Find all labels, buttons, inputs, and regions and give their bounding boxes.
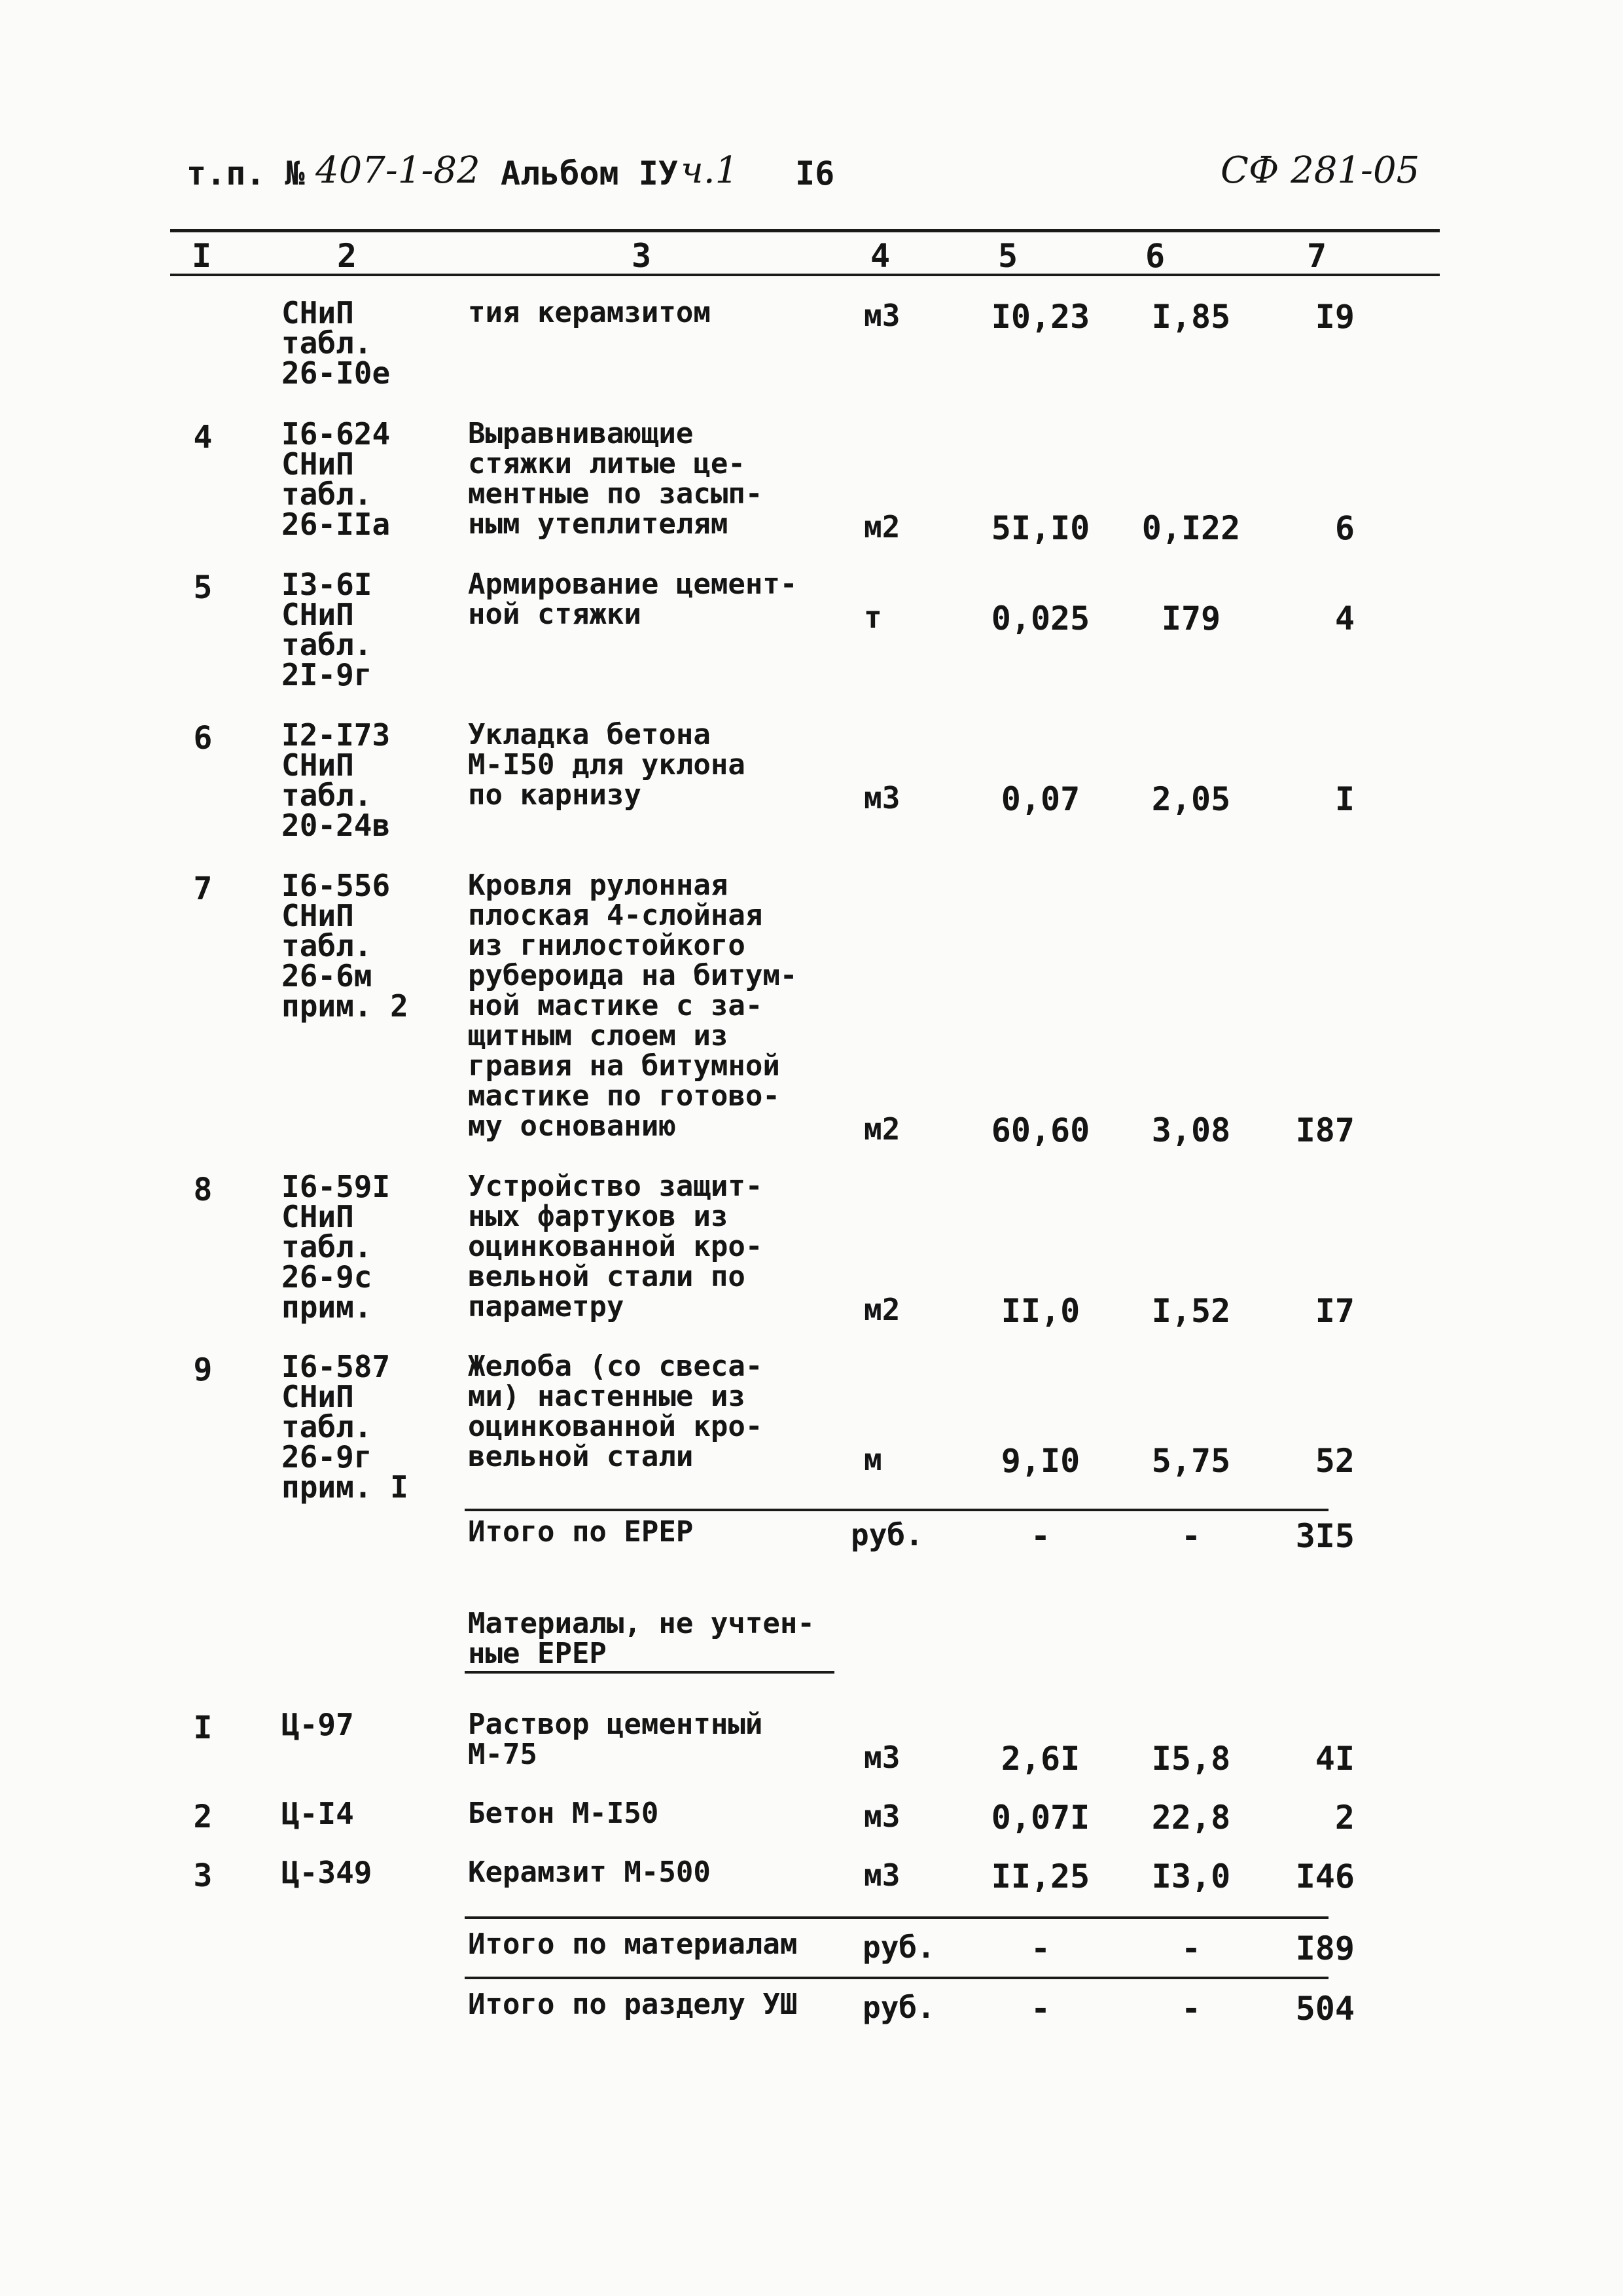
- row-unit: м: [864, 1442, 882, 1477]
- row-unit-price: 0,I22: [1141, 509, 1241, 547]
- row-unit: м2: [864, 1111, 901, 1147]
- row-quantity: 0,07: [1001, 780, 1080, 818]
- row-quantity: I0,23: [991, 298, 1090, 336]
- material-quantity: 2,6I: [1001, 1740, 1080, 1778]
- material-number: 2: [193, 1799, 213, 1835]
- row-code: I6-624 СНиП табл. 26-IIа: [281, 416, 391, 542]
- row-quantity: 9,I0: [1001, 1442, 1080, 1480]
- row-description: Устройство защит- ных фартуков из оцинкованной кро- вельной стали по параметру: [468, 1170, 763, 1323]
- column-number-1: I: [191, 237, 212, 275]
- row-code: I3-6I СНиП табл. 2I-9г: [281, 567, 372, 692]
- material-unit: м3: [864, 1799, 901, 1834]
- column-number-6: 6: [1145, 237, 1166, 275]
- row-code: I2-I73 СНиП табл. 20-24в: [281, 717, 391, 843]
- material-description: Керамзит М-500: [468, 1856, 711, 1889]
- row-unit-price: I,52: [1151, 1292, 1231, 1330]
- subtotal-erer-total: 3I5: [1295, 1517, 1355, 1555]
- row-number: 7: [193, 870, 213, 907]
- material-number: 3: [193, 1857, 213, 1894]
- material-unit-price: I3,0: [1151, 1857, 1231, 1895]
- column-number-3: 3: [631, 237, 652, 275]
- row-description: Кровля рулонная плоская 4-слойная из гнилостойкого рубероида на битум- ной мастике с за- щитным слоем из гравия на битумной мастике по готово- му основанию: [468, 869, 798, 1143]
- material-unit-price: I5,8: [1151, 1740, 1231, 1778]
- row-unit: м2: [864, 1292, 901, 1327]
- material-unit: м3: [864, 1740, 901, 1775]
- row-total: I87: [1295, 1111, 1355, 1149]
- subtotal-erer-qty: -: [1030, 1517, 1051, 1555]
- row-description: Армирование цемент- ной стяжки: [468, 567, 798, 631]
- row-number: 5: [193, 569, 213, 606]
- subtotal-materials-label: Итого по материалам: [468, 1928, 798, 1961]
- row-code: СНиП табл. 26-I0е: [281, 295, 391, 391]
- row-description: Желоба (со свеса- ми) настенные из оцинкованной кро- вельной стали: [468, 1350, 763, 1473]
- header-page-number: I6: [795, 154, 835, 192]
- section-total-rule: [465, 1977, 1329, 1979]
- table-top-rule: [170, 229, 1440, 232]
- subtotal-materials-price: -: [1181, 1929, 1202, 1967]
- material-total: 2: [1334, 1799, 1355, 1837]
- row-unit: м3: [864, 780, 901, 816]
- row-description: Выравнивающие стяжки литые це- ментные по засып- ным утеплителям: [468, 417, 763, 541]
- materials-heading-underline: [465, 1671, 834, 1674]
- subtotal-erer-label: Итого по ЕРЕР: [468, 1515, 694, 1549]
- row-number: 8: [193, 1172, 213, 1208]
- row-quantity: 0,025: [991, 600, 1090, 637]
- subtotal-materials-total: I89: [1295, 1929, 1355, 1967]
- section-total-unit: руб.: [863, 1990, 935, 2025]
- row-unit: м2: [864, 509, 901, 545]
- row-total: I: [1334, 780, 1355, 818]
- row-description: тия керамзитом: [468, 296, 711, 329]
- header-album-label: Альбом IУ: [501, 154, 678, 192]
- row-code: I6-556 СНиП табл. 26-6м прим. 2: [281, 868, 408, 1024]
- material-code: Ц-I4: [281, 1796, 354, 1831]
- row-quantity: 60,60: [991, 1111, 1090, 1149]
- row-quantity: 5I,I0: [991, 509, 1090, 547]
- row-number: 6: [193, 720, 213, 757]
- materials-subtotal-rule: [465, 1916, 1329, 1919]
- subtotal-erer-price: -: [1181, 1517, 1202, 1555]
- row-code: I6-59I СНиП табл. 26-9с прим.: [281, 1169, 391, 1325]
- section-total-price: -: [1181, 1990, 1202, 2028]
- row-total: 4: [1334, 600, 1355, 637]
- material-quantity: II,25: [991, 1857, 1090, 1895]
- row-total: I7: [1315, 1292, 1355, 1330]
- row-number: 4: [193, 419, 213, 456]
- subtotal-materials-unit: руб.: [863, 1929, 935, 1965]
- header-stamp: СФ 281-05: [1221, 149, 1420, 192]
- column-number-2: 2: [336, 237, 357, 275]
- subtotal-erer-unit: руб.: [851, 1517, 923, 1552]
- materials-heading: Материалы, не учтен- ные ЕРЕР: [468, 1607, 815, 1670]
- material-quantity: 0,07I: [991, 1799, 1090, 1837]
- row-unit-price: I79: [1161, 600, 1221, 637]
- section-total-label: Итого по разделу УШ: [468, 1988, 798, 2021]
- row-unit: м3: [864, 298, 901, 333]
- material-code: Ц-97: [281, 1707, 354, 1742]
- row-total: I9: [1315, 298, 1355, 336]
- header-prefix: т.п. №: [187, 154, 305, 192]
- material-description: Раствор цементный М-75: [468, 1708, 763, 1771]
- material-description: Бетон М-I50: [468, 1797, 659, 1830]
- material-unit: м3: [864, 1857, 901, 1893]
- material-unit-price: 22,8: [1151, 1799, 1231, 1837]
- row-number: 9: [193, 1352, 213, 1388]
- row-unit-price: I,85: [1151, 298, 1231, 336]
- column-number-4: 4: [870, 237, 891, 275]
- row-unit-price: 5,75: [1151, 1442, 1231, 1480]
- row-unit-price: 2,05: [1151, 780, 1231, 818]
- row-total: 6: [1334, 509, 1355, 547]
- header-project-number: 407-1-82: [315, 149, 480, 192]
- material-code: Ц-349: [281, 1855, 372, 1890]
- header-album-part: ч.1: [681, 149, 739, 192]
- column-number-7: 7: [1306, 237, 1327, 275]
- material-number: I: [193, 1710, 213, 1746]
- material-total: 4I: [1315, 1740, 1355, 1778]
- row-unit-price: 3,08: [1151, 1111, 1231, 1149]
- row-description: Укладка бетона М-I50 для уклона по карнизу: [468, 718, 745, 812]
- row-total: 52: [1315, 1442, 1355, 1480]
- row-code: I6-587 СНиП табл. 26-9г прим. I: [281, 1349, 408, 1505]
- column-number-5: 5: [997, 237, 1018, 275]
- row-unit: т: [864, 600, 882, 635]
- row-quantity: II,0: [1001, 1292, 1080, 1330]
- material-total: I46: [1295, 1857, 1355, 1895]
- section-total-qty: -: [1030, 1990, 1051, 2028]
- subtotal-rule: [465, 1509, 1329, 1511]
- subtotal-materials-qty: -: [1030, 1929, 1051, 1967]
- section-total-total: 504: [1295, 1990, 1355, 2028]
